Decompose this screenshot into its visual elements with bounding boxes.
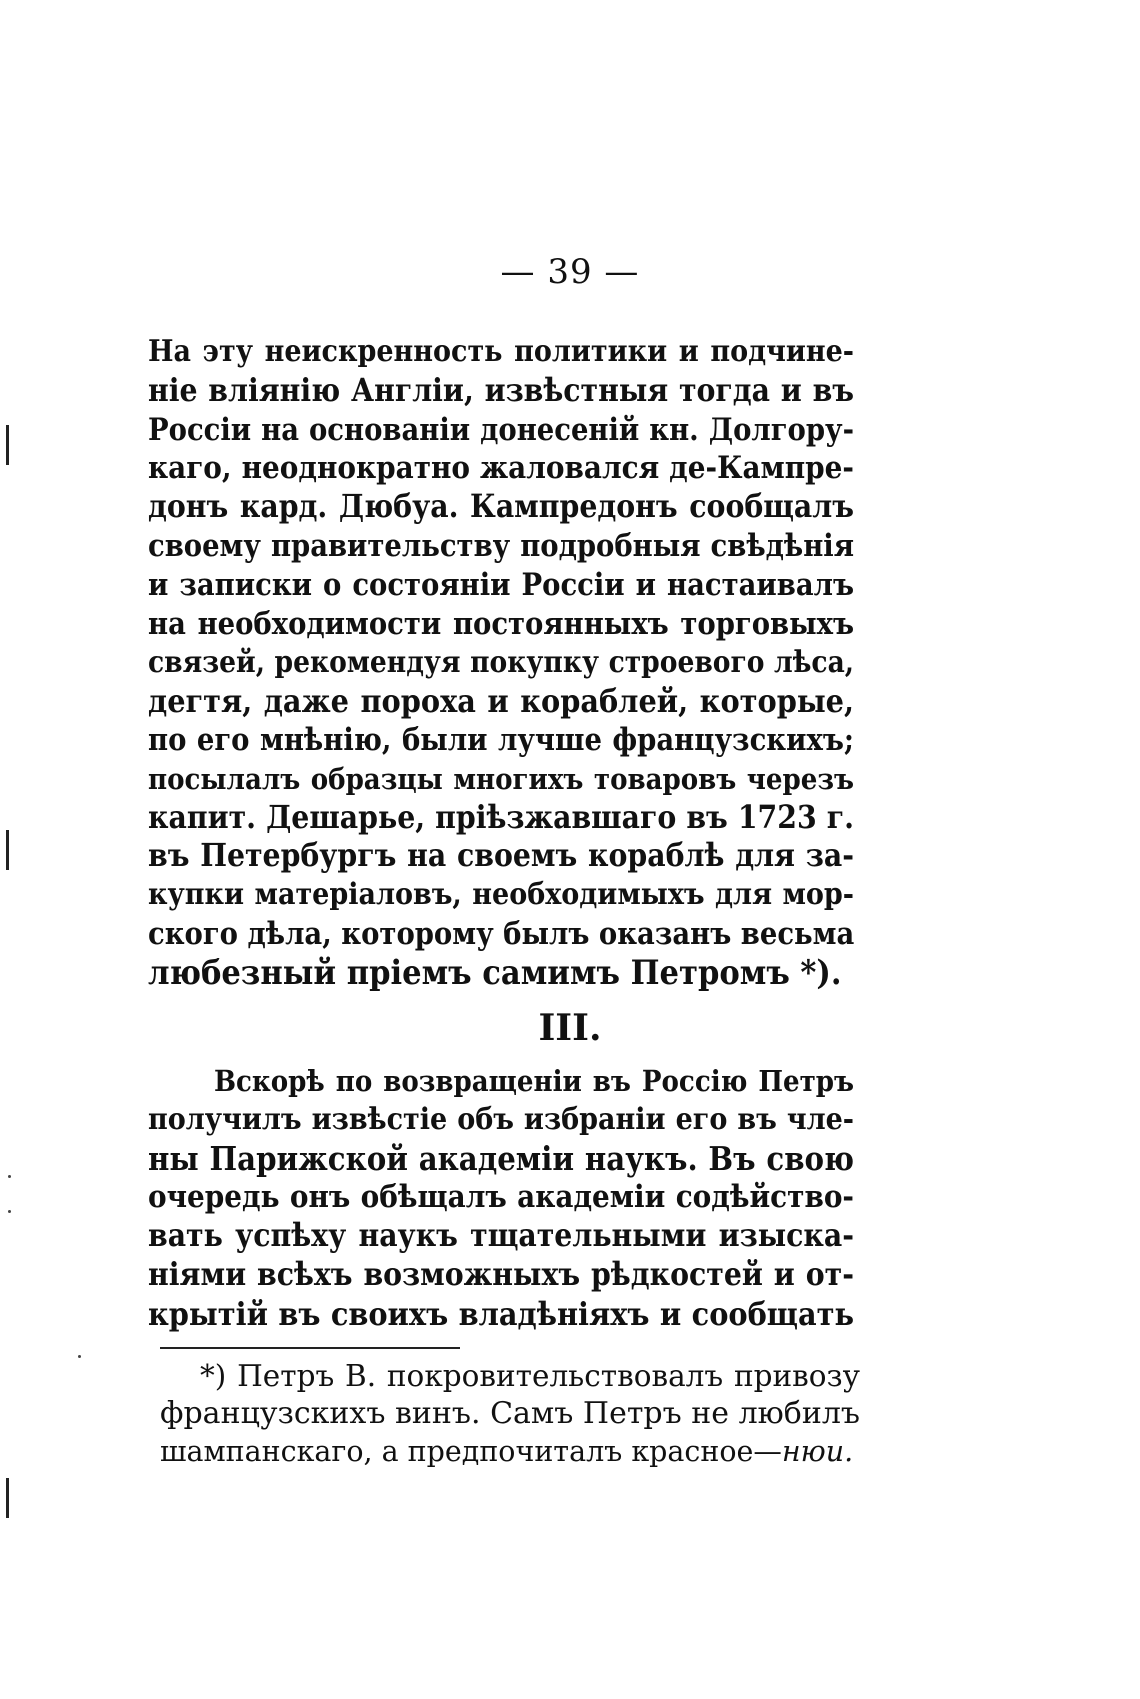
text-line: крытій въ своихъ владѣніяхъ и сообщать — [148, 1294, 854, 1333]
text-line: любезный пріемъ самимъ Петромъ *). — [148, 952, 842, 993]
text-line: капит. Дешарье, пріѣзжавшаго въ 1723 г. — [148, 798, 854, 836]
text-line: своему правительству подробныя свѣдѣнія — [148, 527, 854, 564]
text-line: получилъ извѣстіе объ избраніи его въ чле- — [148, 1101, 854, 1137]
footnote — [160, 1357, 860, 1471]
text-line: каго, неоднократно жаловался де-Кампре- — [148, 450, 854, 487]
second-paragraph — [148, 1062, 854, 1334]
text-line: вать успѣху наукъ тщательными изыска- — [148, 1217, 854, 1255]
text-line: очередь онъ обѣщалъ академіи содѣйство- — [148, 1179, 854, 1216]
page-number: — 39 — — [500, 252, 640, 292]
text-line: въ Петербургъ на своемъ кораблѣ для за- — [148, 837, 854, 875]
text-line: на необходимости постоянныхъ торговыхъ — [148, 605, 854, 642]
text-line: ніями всѣхъ возможныхъ рѣдкостей и от- — [148, 1255, 854, 1293]
footnote-italic-text: нюи. — [781, 1435, 854, 1468]
footnote-divider — [160, 1347, 460, 1349]
text-line: связей, рекомендуя покупку строевого лѣса, — [148, 644, 854, 680]
scan-speck — [78, 1355, 81, 1358]
text-line: Вскорѣ по возвращеніи въ Россію Петръ — [214, 1064, 854, 1098]
scan-speck — [8, 1175, 11, 1178]
text-line: На эту неискренность политики и подчине- — [148, 334, 854, 369]
text-line: посылалъ образцы многихъ товаровъ черезъ — [148, 761, 854, 796]
text-line: донъ кард. Дюбуа. Кампредонъ сообщалъ — [148, 488, 854, 526]
text-line: ского дѣла, которому былъ оказанъ весьма — [148, 915, 855, 952]
scan-artifact-mark — [6, 830, 9, 870]
text-line: и записки о состояніи Россіи и настаивалъ — [148, 566, 854, 603]
section-heading: III. — [538, 1007, 602, 1049]
main-paragraph — [148, 333, 854, 993]
scan-artifact-mark — [6, 1478, 9, 1518]
scan-speck — [8, 1210, 11, 1213]
footnote-text: шампанскаго, а предпочиталъ красное— — [160, 1435, 782, 1468]
text-line: купки матеріаловъ, необходимыхъ для мор- — [148, 877, 854, 913]
text-line: ны Парижской академіи наукъ. Въ свою — [148, 1138, 854, 1178]
footnote-line: французскихъ винъ. Самъ Петръ не любилъ — [160, 1396, 860, 1431]
text-line: ніе вліянію Англіи, извѣстныя тогда и въ — [148, 371, 854, 409]
footnote-line: *) Петръ В. покровительствовалъ привозу — [200, 1359, 860, 1393]
text-line: дегтя, даже пороха и кораблей, которые, — [148, 682, 854, 721]
text-line: по его мнѣнію, были лучше французскихъ; — [148, 721, 854, 758]
text-line: Россіи на основаніи донесеній кн. Долгору- — [148, 411, 854, 448]
footnote-line — [160, 1433, 860, 1471]
scan-artifact-mark — [6, 425, 9, 465]
